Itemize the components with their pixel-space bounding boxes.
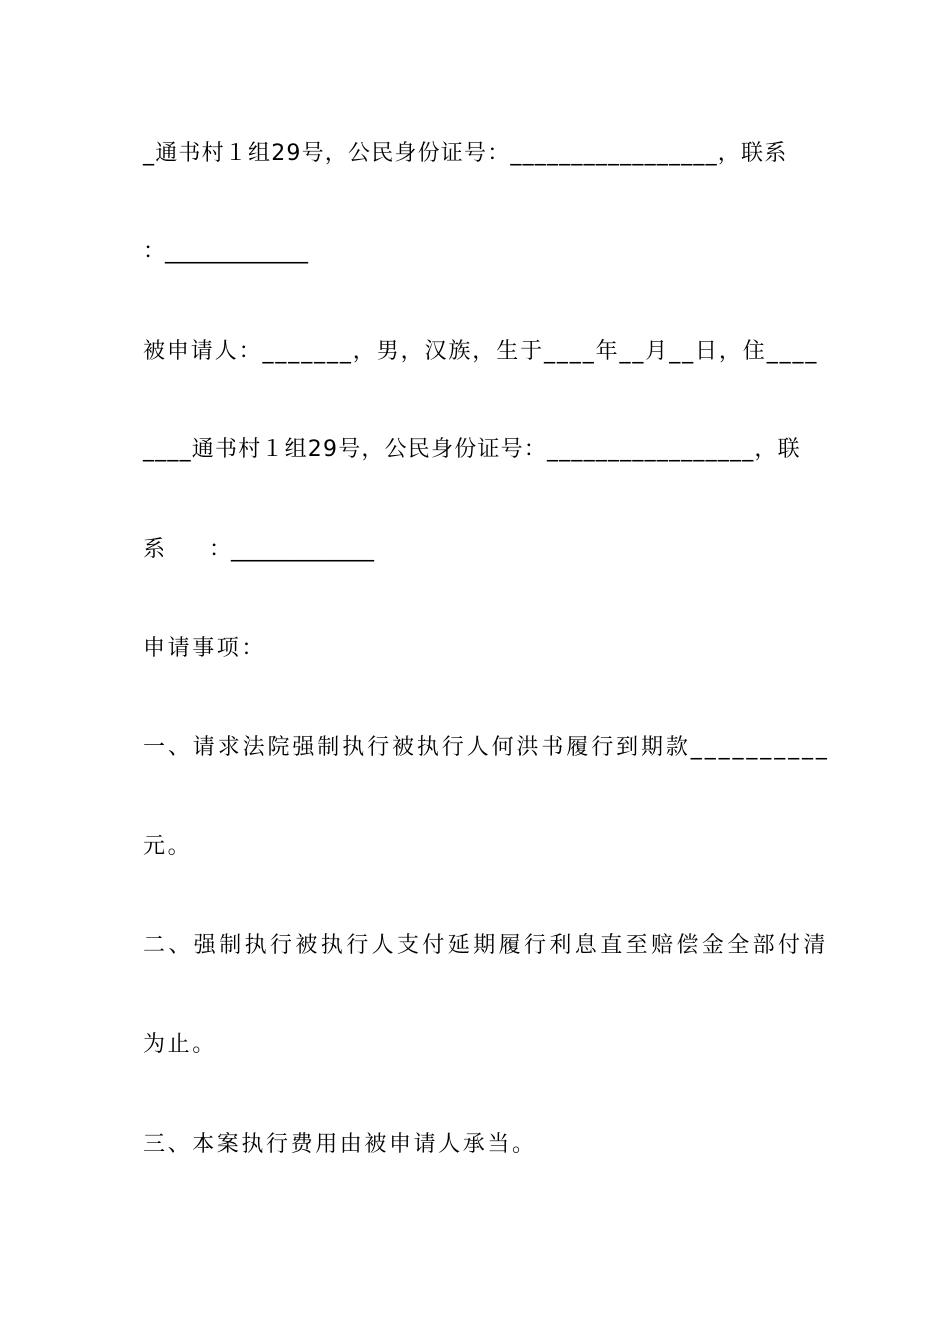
- text-line-respondent-info: 被申请人：_______，男，汉族，生于____年__月__日，住____: [143, 339, 819, 364]
- text-line-item-one-cont: 元。: [143, 834, 193, 859]
- text-line-item-three: 三、本案执行费用由被申请人承当。: [143, 1132, 537, 1157]
- text-line-item-two: 二、强制执行被执行人支付延期履行利息直至赔偿金全部付清: [143, 933, 829, 958]
- text-line-item-one: 一、请求法院强制执行被执行人何洪书履行到期款__________: [143, 735, 830, 760]
- text-line-respondent-contact: 系 ：_____________: [143, 537, 375, 562]
- section-heading-application-items: 申请事项：: [143, 636, 267, 661]
- text-line-applicant-contact: ：_____________: [143, 239, 309, 264]
- text-line-applicant-address: _通书村１组29号，公民身份证号：_________________，联系: [143, 141, 788, 166]
- text-line-respondent-address: ____通书村１组29号，公民身份证号：_________________，联: [143, 437, 801, 462]
- text-line-item-two-cont: 为止。: [143, 1032, 217, 1057]
